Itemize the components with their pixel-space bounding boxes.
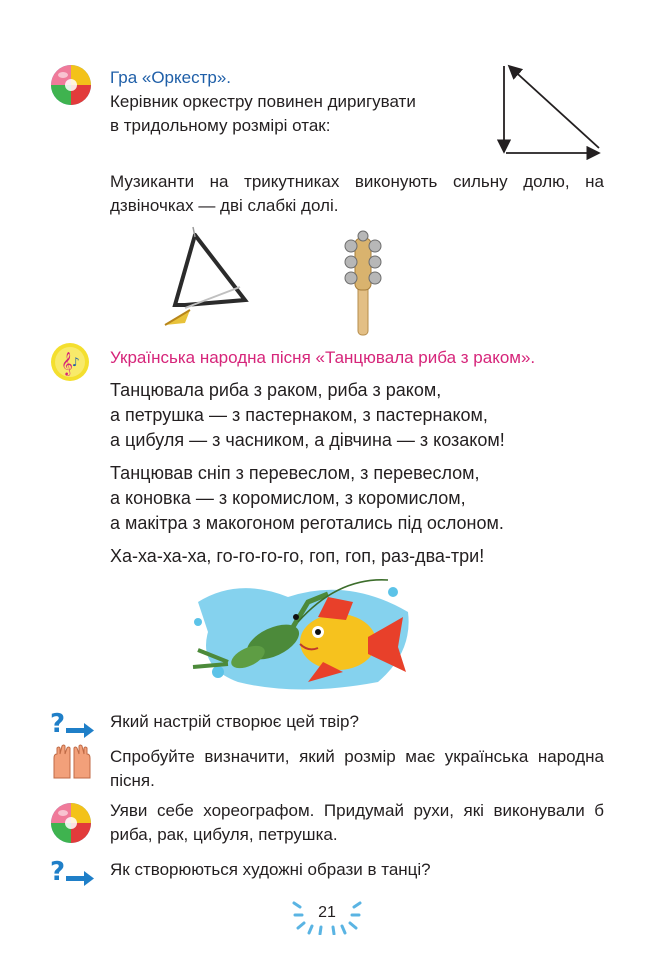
music-note-icon (50, 342, 90, 382)
musicians-paragraph: Музиканти на трикутниках виконують сильну долю, на дзвіночках — дві слабкі долі. (110, 172, 604, 215)
song-line: а коновка — з коромислом, з коромислом, (110, 488, 466, 508)
song-line: Танцював сніп з перевеслом, з перевеслом, (110, 463, 480, 483)
game-line-2: в тридольному розмірі отак: (110, 116, 331, 135)
ball-icon (50, 802, 92, 844)
hands-icon (50, 744, 94, 780)
question-2-text: Спробуйте визначити, який розмір має українська народна пісня. (110, 747, 604, 790)
triangle-instrument-image (155, 225, 255, 335)
game-title: Гра «Оркестр». (110, 68, 232, 87)
song-line: а цибуля — з часником, а дівчина — з козаком! (110, 430, 505, 450)
svg-text:?: ? (50, 709, 66, 738)
ball-icon (50, 64, 92, 106)
game-line-1: Керівник оркестру повинен диригувати (110, 92, 416, 111)
question-arrow-icon (50, 856, 94, 886)
svg-text:♪: ♪ (72, 355, 80, 369)
song-refrain: Ха-ха-ха-ха, го-го-го-го, гоп, гоп, раз-два-три! (110, 546, 485, 566)
question-arrow-icon (50, 708, 94, 738)
page-number: 21 (318, 904, 336, 921)
page-number-ornament (292, 893, 362, 935)
question-1-text: Який настрій створює цей твір? (110, 712, 359, 731)
fish-and-crayfish-illustration (178, 572, 413, 697)
svg-text:𝄞: 𝄞 (61, 351, 73, 375)
song-line: Танцювала риба з раком, риба з раком, (110, 380, 442, 400)
question-3-text: Уяви себе хореографом. Придумай рухи, які виконували б риба, рак, цибуля, петрушка. (110, 801, 604, 844)
conducting-pattern-diagram (495, 58, 607, 160)
song-line: а петрушка — з пастернаком, з пастернаком, (110, 405, 488, 425)
bells-instrument-image (338, 230, 388, 338)
song-stanza-2 (110, 461, 610, 536)
song-line: а макітра з макогоном реготались під ослоном. (110, 513, 504, 533)
svg-text:?: ? (50, 857, 66, 886)
question-4-text: Як створюються художні образи в танці? (110, 860, 431, 879)
song-stanza-1 (110, 378, 610, 453)
song-lyrics (110, 378, 610, 569)
song-title: Українська народна пісня «Танцювала риба з раком». (110, 348, 536, 367)
